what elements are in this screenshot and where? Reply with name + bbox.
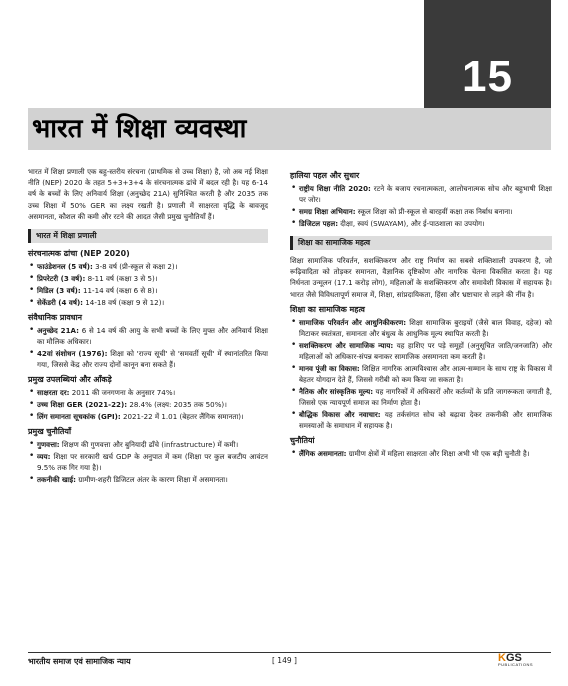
section-title: भारत में शिक्षा प्रणाली xyxy=(28,229,268,243)
list-item: • बौद्धिक विकास और नवाचार: यह तर्कसंगत सोच को बढ़ावा देकर तकनीकी और सामाजिक समस्याओं के समाधान में सहायक है। xyxy=(290,409,552,431)
constitutional-list xyxy=(28,325,268,370)
list-item: • सेकेंडरी (4 वर्ष): 14-18 वर्ष (कक्षा 9 से 12)। xyxy=(28,297,268,308)
footer-divider xyxy=(28,652,551,653)
section-title: शिक्षा का सामाजिक महत्व xyxy=(290,236,552,250)
list-item: • फाउंडेशनल (5 वर्ष): 3-8 वर्ष (प्री-स्कूल से कक्षा 2)। xyxy=(28,261,268,272)
intro-paragraph: भारत में शिक्षा प्रणाली एक बहु-स्तरीय संरचना (प्राथमिक से उच्च शिक्षा) है, जो अब नई शिक्षा नीति (NEP) 2020 के तहत 5+3+3+4 के संरचनात्मक ढांचे में बदल रही है। यह 6-14 वर्ष के बच्चों के लिए अनिवार्य शिक्षा (अनुच्छेद 21A) सुनिश्चित करती है और 2035 तक उच्च शिक्षा में 50% GER का लक्ष्य रखती है। प्रणाली में साक्षरता वृद्धि के बावजूद असमानता, कौशल की कमी और रटने की आदत जैसी प्रमुख चुनौतियाँ हैं। xyxy=(28,167,268,221)
right-challenges-heading: चुनौतियां xyxy=(290,435,315,445)
list-item: • उच्च शिक्षा GER (2021-22): 28.4% (लक्ष्य: 2035 तक 50%)। xyxy=(28,399,268,410)
importance-paragraph: शिक्षा सामाजिक परिवर्तन, सशक्तिकरण और राष्ट्र निर्माण का सबसे शक्तिशाली उपकरण है, जो रूढ़िवादिता को तोड़कर समानता, वैज्ञानिक दृष्टिकोण और नागरिक चेतना विकसित करता है। यह निर्धनता उन्मूलन (17.1 करोड़ लोग), महिलाओं के सशक्तिकरण और समावेशी विकास में सहायक है। भारत जैसे विविधतापूर्ण समाज में, शिक्षा, सांप्रदायिकता, हिंसा और भ्रष्टाचार से लड़ने की नींव है। xyxy=(290,256,552,299)
list-item: • गुणवत्ता: शिक्षण की गुणवत्ता और बुनियादी ढाँचे (infrastructure) में कमी। xyxy=(28,439,268,450)
list-item: • नैतिक और सांस्कृतिक मूल्य: यह नागरिकों में अधिकारों और कर्तव्यों के प्रति जागरूकता जगाती है, जिससे एक न्यायपूर्ण समाज का निर्माण होता है। xyxy=(290,386,552,408)
achievements-heading: प्रमुख उपलब्धियां और आँकड़े xyxy=(28,375,112,385)
list-item: • राष्ट्रीय शिक्षा नीति 2020: रटने के बजाय रचनात्मकता, आलोचनात्मक सोच और बहुभाषी शिक्षा पर जोर। xyxy=(290,183,552,205)
importance-list xyxy=(290,317,552,431)
left-column xyxy=(28,166,268,488)
list-item: • मिडिल (3 वर्ष): 11-14 वर्ष (कक्षा 6 से 8)। xyxy=(28,285,268,296)
list-item: • डिजिटल पहल: दीक्षा, स्वयं (SWAYAM), और ई-पाठशाला का उपयोग। xyxy=(290,218,552,229)
chapter-number: 15 xyxy=(462,52,513,101)
list-item: • प्रिपरेटरी (3 वर्ष): 8-11 वर्ष (कक्षा 3 से 5)। xyxy=(28,273,268,284)
right-challenges-list xyxy=(290,448,552,459)
structure-list xyxy=(28,261,268,308)
challenges-list xyxy=(28,439,268,485)
importance-heading: शिक्षा का सामाजिक महत्व xyxy=(290,304,365,314)
list-item: • अनुच्छेद 21A: 6 से 14 वर्ष की आयु के सभी बच्चों के लिए मुफ्त और अनिवार्य शिक्षा का मौलिक अधिकार। xyxy=(28,325,268,347)
list-item: • सामाजिक परिवर्तन और आधुनिकीकरण: शिक्षा सामाजिक बुराइयों (जैसे बाल विवाह, दहेज) को मिटाकर स्वतंत्रता, समानता और बंधुत्व के आधुनिक मूल्य स्थापित करती है। xyxy=(290,317,552,339)
footer-book-title: भारतीय समाज एवं सामाजिक न्याय xyxy=(28,657,131,666)
list-item: • 42वां संशोधन (1976): शिक्षा को 'राज्य सूची' से 'समवर्ती सूची' में स्थानांतरित किया गया, जिससे केंद्र और राज्य दोनों कानून बना सकते हैं। xyxy=(28,348,268,370)
reforms-heading: हालिया पहल और सुधार xyxy=(290,171,360,180)
challenges-heading: प्रमुख चुनौतियाँ xyxy=(28,427,72,437)
list-item: • तकनीकी खाई: ग्रामीण-शहरी डिजिटल अंतर के कारण शिक्षा में असमानता। xyxy=(28,474,268,485)
publisher-logo: KGS PUBLICATIONS xyxy=(498,652,534,667)
constitutional-heading: संवैधानिक प्रावधान xyxy=(28,313,83,323)
chapter-title: भारत में शिक्षा व्यवस्था xyxy=(32,114,247,144)
list-item: • व्यय: शिक्षा पर सरकारी खर्च GDP के अनुपात में कम (शिक्षा पर कुल बजटीय आवंटन 9.5% तक गिर गया है)। xyxy=(28,451,268,473)
list-item: • साक्षरता दर: 2011 की जनगणना के अनुसार 74%। xyxy=(28,387,268,398)
list-item: • लैंगिक असमानता: ग्रामीण क्षेत्रों में महिला साक्षरता और शिक्षा अभी भी एक बड़ी चुनौती है। xyxy=(290,448,552,459)
reforms-list xyxy=(290,183,552,229)
structure-heading: संरचनात्मक ढांचा (NEP 2020) xyxy=(28,249,130,259)
page-number: [ 149 ] xyxy=(272,656,297,665)
right-column xyxy=(290,166,552,462)
list-item: • मानव पूंजी का विकास: शिक्षित नागरिक आत्मविश्वास और आत्म-सम्मान के साथ राष्ट्र के विकास में बेहतर योगदान देते हैं, जिससे गरीबी को कम किया जा सकता है। xyxy=(290,363,552,385)
achievements-list xyxy=(28,387,268,422)
list-item: • लिंग समानता सूचकांक (GPI): 2021-22 में 1.01 (बेहतर लैंगिक समानता)। xyxy=(28,411,268,422)
list-item: • समग्र शिक्षा अभियान: स्कूल शिक्षा को प्री-स्कूल से बारहवीं कक्षा तक निर्बाध बनाना। xyxy=(290,206,552,217)
list-item: • सशक्तिकरण और सामाजिक न्याय: यह हाशिए पर पड़े समूहों (अनुसूचित जाति/जनजाति) और महिलाओं को अधिकार-संपन्न बनाकर सामाजिक असमानता कम करती है। xyxy=(290,340,552,362)
